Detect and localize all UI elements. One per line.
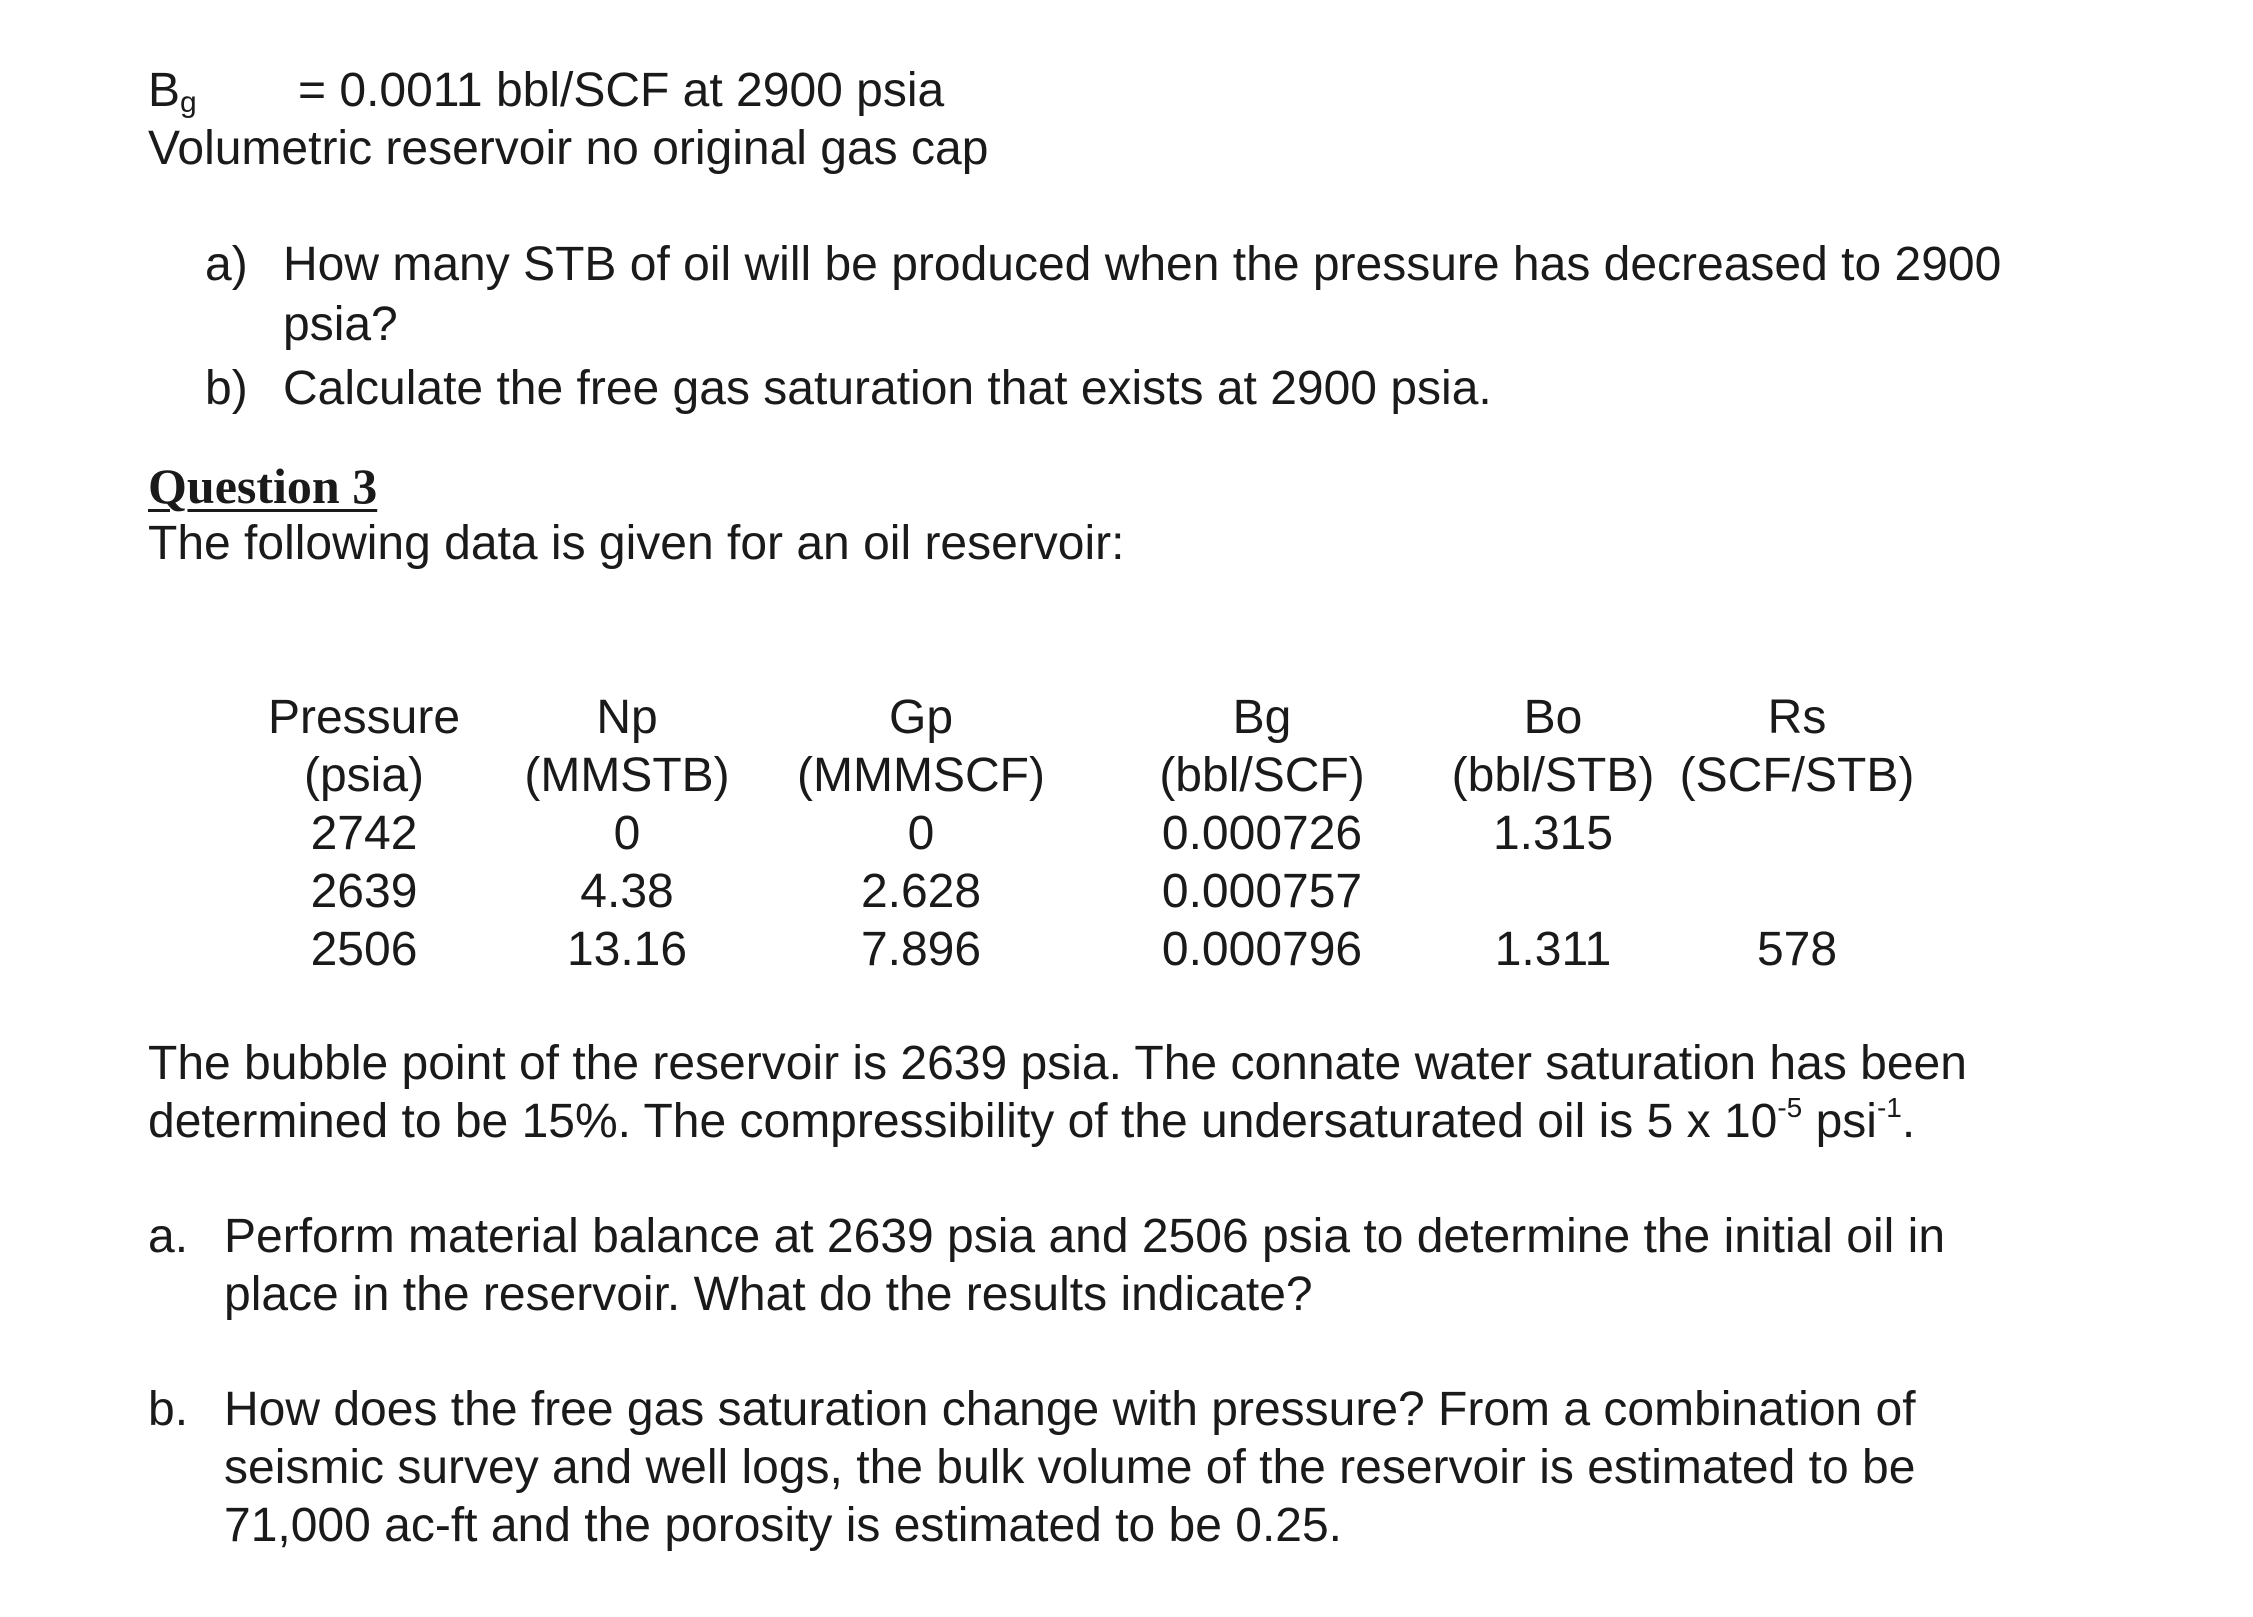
q3-part-b-marker: b. (148, 1383, 189, 1436)
table-cell: 1.311 (1494, 923, 1612, 976)
bg-symbol: B (148, 64, 181, 117)
header-gp: Gp (888, 691, 954, 744)
paragraph-period: . (1901, 1095, 1916, 1148)
q3-part-a-marker: a. (148, 1210, 189, 1263)
header-bg: Bg (1232, 691, 1292, 744)
table-cell: 0.000757 (1161, 865, 1363, 918)
paragraph-line1: The bubble point of the reservoir is 2639 psia. The connate water saturation has been (148, 1037, 1967, 1090)
q2-part-a-line1: How many STB of oil will be produced when the pressure has decreased to 2900 (283, 238, 2002, 291)
header-bg-unit: (bbl/SCF) (1159, 749, 1365, 802)
header-rs-unit: (SCF/STB) (1679, 749, 1915, 802)
reservoir-note: Volumetric reservoir no original gas cap (148, 122, 989, 175)
exponent-minus-5: -5 (1777, 1092, 1803, 1123)
q2-part-a-line2: psia? (283, 298, 398, 351)
table-cell: 0.000726 (1161, 807, 1363, 860)
q3-part-b-line3: 71,000 ac-ft and the porosity is estimated to be 0.25. (224, 1499, 1343, 1552)
header-rs: Rs (1767, 691, 1827, 744)
header-pressure: Pressure (267, 691, 461, 744)
header-gp-unit: (MMMSCF) (797, 749, 1045, 802)
q2-part-b-marker: b) (205, 362, 248, 415)
q3-intro: The following data is given for an oil reservoir: (148, 517, 1125, 570)
table-cell: 0.000796 (1161, 923, 1363, 976)
bg-value: = 0.0011 bbl/SCF at 2900 psia (298, 64, 945, 117)
table-cell: 0 (907, 807, 935, 860)
table-cell: 2.628 (860, 865, 982, 918)
paragraph-line2 (148, 1093, 1915, 1151)
table-cell: 4.38 (580, 865, 674, 918)
table-cell: 13.16 (566, 923, 688, 976)
header-bo-unit: (bbl/STB) (1451, 749, 1655, 802)
table-cell: 2639 (310, 865, 418, 918)
table-cell: 578 (1756, 923, 1838, 976)
q3-heading: Question 3 (148, 458, 378, 514)
paragraph-line2-text: determined to be 15%. The compressibility of the undersaturated oil is 5 x 10 (148, 1095, 1778, 1148)
q2-part-a-marker: a) (205, 238, 248, 291)
q2-part-b-line1: Calculate the free gas saturation that exists at 2900 psia. (283, 362, 1492, 415)
table-cell: 0 (613, 807, 641, 860)
exponent-minus-1: -1 (1876, 1092, 1902, 1123)
header-pressure-unit: (psia) (303, 749, 425, 802)
table-cell: 1.315 (1492, 807, 1614, 860)
header-bo: Bo (1523, 691, 1583, 744)
table-cell: 2742 (310, 807, 418, 860)
header-np: Np (596, 691, 658, 744)
table-cell: 7.896 (860, 923, 982, 976)
header-np-unit: (MMSTB) (524, 749, 730, 802)
table-cell: 2506 (310, 923, 418, 976)
q3-part-a-line2: place in the reservoir. What do the results indicate? (224, 1268, 1313, 1321)
bg-subscript: g (180, 86, 197, 119)
q3-part-b-line1: How does the free gas saturation change with pressure? From a combination of (224, 1383, 1916, 1436)
q3-part-a-line1: Perform material balance at 2639 psia and 2506 psia to determine the initial oil in (224, 1210, 1946, 1263)
q3-part-b-line2: seismic survey and well logs, the bulk volume of the reservoir is estimated to be (224, 1441, 1916, 1494)
psi-unit: psi (1802, 1095, 1877, 1148)
